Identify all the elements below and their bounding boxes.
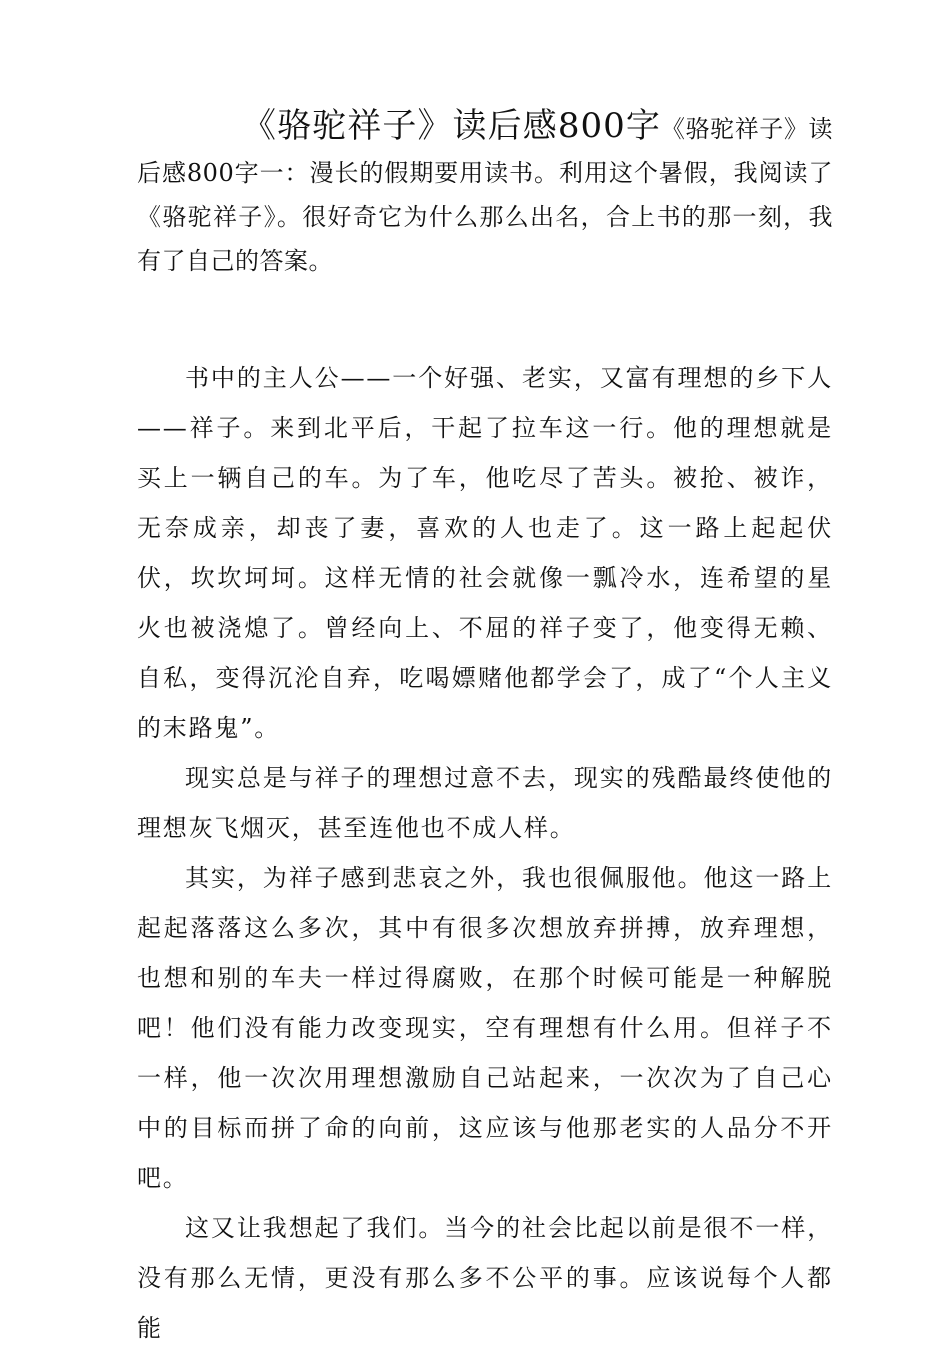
body-paragraph: 书中的主人公——一个好强、老实，又富有理想的乡下人——祥子。来到北平后，干起了拉车这一行。他的理想就是买上一辆自己的车。为了车，他吃尽了苦头。被抢、被诈，无奈成亲，却丧了妻，喜欢的人也走了。这一路上起起伏伏，坎坎坷坷。这样无情的社会就像一瓢冷水，连希望的星火也被浇熄了。曾经向上、不屈的祥子变了，他变得无赖、自私，变得沉沦自弃，吃喝嫖赌他都学会了，成了“个人主义的末路鬼”。 xyxy=(137,364,833,742)
document-title: 《骆驼祥子》读后感800字 xyxy=(242,106,661,146)
body-paragraph: 这又让我想起了我们。当今的社会比起以前是很不一样，没有那么无情，更没有那么多不公平的事。应该说每个人都能 xyxy=(137,1214,833,1342)
intro-text: 漫长的假期要用读书。利用这个暑假，我阅读了《骆驼祥子》。很好奇它为什么那么出名，合上书的那一刻，我有了自己的答案。 xyxy=(137,159,834,275)
body-paragraph: 现实总是与祥子的理想过意不去，现实的残酷最终使他的理想灰飞烟灭，甚至连他也不成人样。 xyxy=(137,764,833,842)
title-block xyxy=(137,104,833,283)
body-paragraph: 其实，为祥子感到悲哀之外，我也很佩服他。他这一路上起起落落这么多次，其中有很多次想放弃拼搏，放弃理想，也想和别的车夫一样过得腐败，在那个时候可能是一种解脱吧！他们没有能力改变现实，空有理想有什么用。但祥子不一样，他一次次用理想激励自己站起来，一次次为了自己心中的目标而拼了命的向前，这应该与他那老实的人品分不开吧。 xyxy=(137,864,833,1192)
document-page xyxy=(137,104,833,1353)
paragraph-gap xyxy=(137,283,833,353)
intro-lead: 《骆驼祥子》读后感800字一： xyxy=(137,115,833,187)
